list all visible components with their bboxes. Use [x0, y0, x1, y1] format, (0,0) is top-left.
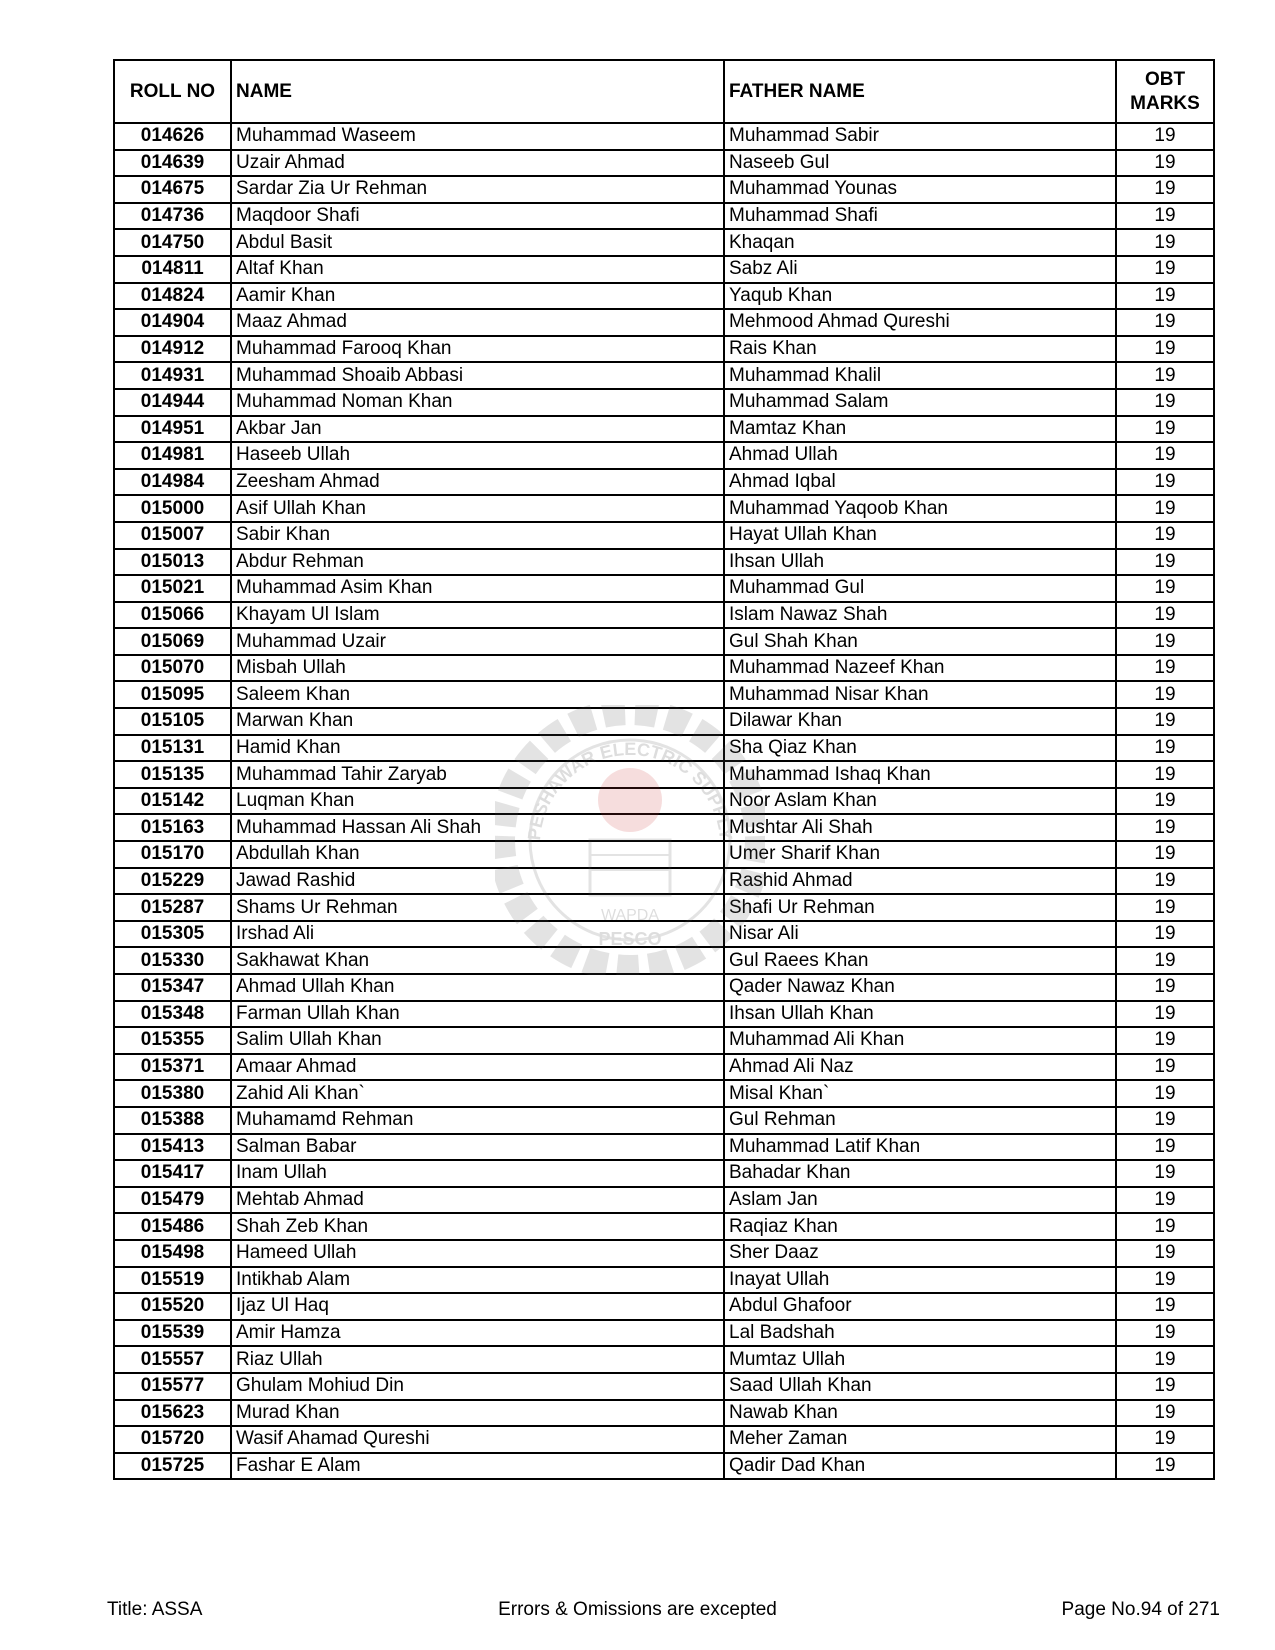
roll-no-cell: 015347: [114, 974, 231, 1001]
obt-marks-cell: 19: [1116, 921, 1214, 948]
results-sheet: [113, 59, 1213, 1480]
father-name-cell: Sha Qiaz Khan: [724, 735, 1116, 762]
table-row: [114, 602, 1214, 629]
roll-no-cell: 015287: [114, 894, 231, 921]
roll-no-cell: 014736: [114, 203, 231, 230]
roll-no-cell: 015170: [114, 841, 231, 868]
father-name-cell: Naseeb Gul: [724, 150, 1116, 177]
obt-marks-cell: 19: [1116, 549, 1214, 576]
table-row: [114, 814, 1214, 841]
father-name-cell: Ihsan Ullah: [724, 549, 1116, 576]
roll-no-cell: 015095: [114, 681, 231, 708]
obt-marks-cell: 19: [1116, 1426, 1214, 1453]
name-cell: Muhammad Tahir Zaryab: [231, 761, 724, 788]
table-row: [114, 1054, 1214, 1081]
father-name-cell: Dilawar Khan: [724, 708, 1116, 735]
table-row: [114, 1453, 1214, 1480]
obt-marks-cell: 19: [1116, 628, 1214, 655]
father-name-cell: Sabz Ali: [724, 256, 1116, 283]
father-name-cell: Sher Daaz: [724, 1240, 1116, 1267]
name-cell: Asif Ullah Khan: [231, 495, 724, 522]
table-row: [114, 628, 1214, 655]
roll-no-cell: 014639: [114, 150, 231, 177]
obt-marks-cell: 19: [1116, 868, 1214, 895]
obt-marks-cell: 19: [1116, 947, 1214, 974]
name-cell: Hamid Khan: [231, 735, 724, 762]
table-row: [114, 203, 1214, 230]
obt-marks-cell: 19: [1116, 1320, 1214, 1347]
name-cell: Ahmad Ullah Khan: [231, 974, 724, 1001]
table-row: [114, 1213, 1214, 1240]
table-row: [114, 1400, 1214, 1427]
table-row: [114, 1001, 1214, 1028]
father-name-cell: Aslam Jan: [724, 1187, 1116, 1214]
roll-no-cell: 015330: [114, 947, 231, 974]
roll-no-cell: 015070: [114, 655, 231, 682]
table-row: [114, 1240, 1214, 1267]
name-cell: Muhammad Hassan Ali Shah: [231, 814, 724, 841]
watermark-pesco-text: PESCO: [598, 929, 662, 949]
name-cell: Muhamamd Rehman: [231, 1107, 724, 1134]
table-row: [114, 575, 1214, 602]
father-name-cell: Rais Khan: [724, 336, 1116, 363]
name-cell: Muhammad Waseem: [231, 123, 724, 150]
obt-marks-cell: 19: [1116, 1054, 1214, 1081]
table-row: [114, 1267, 1214, 1294]
name-cell: Maqdoor Shafi: [231, 203, 724, 230]
name-cell: Haseeb Ullah: [231, 442, 724, 469]
roll-no-cell: 014984: [114, 469, 231, 496]
header-marks: MARKS: [1130, 92, 1200, 114]
name-cell: Riaz Ullah: [231, 1346, 724, 1373]
header-name: NAME: [231, 60, 724, 123]
name-cell: Amir Hamza: [231, 1320, 724, 1347]
obt-marks-cell: 19: [1116, 442, 1214, 469]
name-cell: Marwan Khan: [231, 708, 724, 735]
table-row: [114, 974, 1214, 1001]
footer-title: Title: ASSA: [107, 1599, 203, 1620]
father-name-cell: Muhammad Khalil: [724, 362, 1116, 389]
obt-marks-cell: 19: [1116, 602, 1214, 629]
father-name-cell: Ahmad Ali Naz: [724, 1054, 1116, 1081]
name-cell: Irshad Ali: [231, 921, 724, 948]
table-row: [114, 681, 1214, 708]
roll-no-cell: 014951: [114, 416, 231, 443]
roll-no-cell: 015498: [114, 1240, 231, 1267]
obt-marks-cell: 19: [1116, 1160, 1214, 1187]
table-row: [114, 894, 1214, 921]
father-name-cell: Mamtaz Khan: [724, 416, 1116, 443]
obt-marks-cell: 19: [1116, 469, 1214, 496]
father-name-cell: Ihsan Ullah Khan: [724, 1001, 1116, 1028]
obt-marks-cell: 19: [1116, 788, 1214, 815]
father-name-cell: Umer Sharif Khan: [724, 841, 1116, 868]
roll-no-cell: 015142: [114, 788, 231, 815]
father-name-cell: Islam Nawaz Shah: [724, 602, 1116, 629]
roll-no-cell: 015479: [114, 1187, 231, 1214]
header-obt: OBT: [1144, 68, 1186, 90]
father-name-cell: Muhammad Salam: [724, 389, 1116, 416]
roll-no-cell: 014912: [114, 336, 231, 363]
roll-no-cell: 015069: [114, 628, 231, 655]
roll-no-cell: 015371: [114, 1054, 231, 1081]
father-name-cell: Lal Badshah: [724, 1320, 1116, 1347]
name-cell: Ghulam Mohiud Din: [231, 1373, 724, 1400]
father-name-cell: Muhammad Ali Khan: [724, 1027, 1116, 1054]
obt-marks-cell: 19: [1116, 283, 1214, 310]
father-name-cell: Muhammad Latif Khan: [724, 1134, 1116, 1161]
table-row: [114, 309, 1214, 336]
obt-marks-cell: 19: [1116, 974, 1214, 1001]
footer-page-number: Page No.94 of 271: [1061, 1599, 1220, 1620]
obt-marks-cell: 19: [1116, 1346, 1214, 1373]
roll-no-cell: 015520: [114, 1293, 231, 1320]
table-row: [114, 708, 1214, 735]
name-cell: Shams Ur Rehman: [231, 894, 724, 921]
table-row: [114, 389, 1214, 416]
father-name-cell: Muhammad Sabir: [724, 123, 1116, 150]
name-cell: Maaz Ahmad: [231, 309, 724, 336]
father-name-cell: Qader Nawaz Khan: [724, 974, 1116, 1001]
name-cell: Khayam Ul Islam: [231, 602, 724, 629]
name-cell: Muhammad Farooq Khan: [231, 336, 724, 363]
roll-no-cell: 015725: [114, 1453, 231, 1480]
father-name-cell: Muhammad Yaqoob Khan: [724, 495, 1116, 522]
father-name-cell: Gul Raees Khan: [724, 947, 1116, 974]
name-cell: Ijaz Ul Haq: [231, 1293, 724, 1320]
father-name-cell: Noor Aslam Khan: [724, 788, 1116, 815]
name-cell: Mehtab Ahmad: [231, 1187, 724, 1214]
table-row: [114, 841, 1214, 868]
table-row: [114, 1080, 1214, 1107]
table-row: [114, 522, 1214, 549]
father-name-cell: Mushtar Ali Shah: [724, 814, 1116, 841]
obt-marks-cell: 19: [1116, 1373, 1214, 1400]
father-name-cell: Muhammad Younas: [724, 176, 1116, 203]
roll-no-cell: 015229: [114, 868, 231, 895]
roll-no-cell: 015131: [114, 735, 231, 762]
father-name-cell: Muhammad Ishaq Khan: [724, 761, 1116, 788]
roll-no-cell: 014944: [114, 389, 231, 416]
father-name-cell: Muhammad Nazeef Khan: [724, 655, 1116, 682]
father-name-cell: Inayat Ullah: [724, 1267, 1116, 1294]
roll-no-cell: 015021: [114, 575, 231, 602]
name-cell: Murad Khan: [231, 1400, 724, 1427]
name-cell: Misbah Ullah: [231, 655, 724, 682]
footer-notice: Errors & Omissions are excepted: [498, 1599, 777, 1620]
name-cell: Wasif Ahamad Qureshi: [231, 1426, 724, 1453]
father-name-cell: Rashid Ahmad: [724, 868, 1116, 895]
watermark-arc-text: PESHAWAR ELECTRIC SUPPLY: [524, 738, 736, 842]
name-cell: Fashar E Alam: [231, 1453, 724, 1480]
obt-marks-cell: 19: [1116, 389, 1214, 416]
obt-marks-cell: 19: [1116, 416, 1214, 443]
header-obt-marks: [1116, 60, 1214, 123]
obt-marks-cell: 19: [1116, 150, 1214, 177]
obt-marks-cell: 19: [1116, 761, 1214, 788]
table-row: [114, 442, 1214, 469]
father-name-cell: Bahadar Khan: [724, 1160, 1116, 1187]
obt-marks-cell: 19: [1116, 655, 1214, 682]
roll-no-cell: 015486: [114, 1213, 231, 1240]
table-row: [114, 761, 1214, 788]
obt-marks-cell: 19: [1116, 1027, 1214, 1054]
results-body: [114, 123, 1214, 1479]
obt-marks-cell: 19: [1116, 309, 1214, 336]
name-cell: Sabir Khan: [231, 522, 724, 549]
father-name-cell: Mehmood Ahmad Qureshi: [724, 309, 1116, 336]
name-cell: Muhammad Uzair: [231, 628, 724, 655]
roll-no-cell: 015557: [114, 1346, 231, 1373]
roll-no-cell: 015348: [114, 1001, 231, 1028]
table-row: [114, 921, 1214, 948]
obt-marks-cell: 19: [1116, 1240, 1214, 1267]
father-name-cell: Nisar Ali: [724, 921, 1116, 948]
roll-no-cell: 014824: [114, 283, 231, 310]
obt-marks-cell: 19: [1116, 203, 1214, 230]
header-father-name: FATHER NAME: [724, 60, 1116, 123]
roll-no-cell: 015305: [114, 921, 231, 948]
name-cell: Muhammad Noman Khan: [231, 389, 724, 416]
obt-marks-cell: 19: [1116, 256, 1214, 283]
roll-no-cell: 015380: [114, 1080, 231, 1107]
father-name-cell: Meher Zaman: [724, 1426, 1116, 1453]
roll-no-cell: 015013: [114, 549, 231, 576]
roll-no-cell: 014626: [114, 123, 231, 150]
table-row: [114, 1293, 1214, 1320]
name-cell: Inam Ullah: [231, 1160, 724, 1187]
father-name-cell: Muhammad Shafi: [724, 203, 1116, 230]
father-name-cell: Nawab Khan: [724, 1400, 1116, 1427]
father-name-cell: Abdul Ghafoor: [724, 1293, 1116, 1320]
obt-marks-cell: 19: [1116, 336, 1214, 363]
table-row: [114, 868, 1214, 895]
roll-no-cell: 015388: [114, 1107, 231, 1134]
roll-no-cell: 014811: [114, 256, 231, 283]
roll-no-cell: 015577: [114, 1373, 231, 1400]
roll-no-cell: 015417: [114, 1160, 231, 1187]
name-cell: Zahid Ali Khan`: [231, 1080, 724, 1107]
watermark-wapda-text: WAPDA: [600, 907, 660, 924]
obt-marks-cell: 19: [1116, 841, 1214, 868]
header-roll-no: ROLL NO: [114, 60, 231, 123]
table-row: [114, 1346, 1214, 1373]
roll-no-cell: 015519: [114, 1267, 231, 1294]
name-cell: Altaf Khan: [231, 256, 724, 283]
table-row: [114, 655, 1214, 682]
obt-marks-cell: 19: [1116, 1187, 1214, 1214]
roll-no-cell: 014981: [114, 442, 231, 469]
father-name-cell: Ahmad Ullah: [724, 442, 1116, 469]
obt-marks-cell: 19: [1116, 362, 1214, 389]
name-cell: Aamir Khan: [231, 283, 724, 310]
obt-marks-cell: 19: [1116, 1267, 1214, 1294]
table-row: [114, 788, 1214, 815]
name-cell: Abdul Basit: [231, 229, 724, 256]
table-row: [114, 1027, 1214, 1054]
obt-marks-cell: 19: [1116, 1001, 1214, 1028]
table-row: [114, 362, 1214, 389]
obt-marks-cell: 19: [1116, 1213, 1214, 1240]
roll-no-cell: 015413: [114, 1134, 231, 1161]
father-name-cell: Gul Rehman: [724, 1107, 1116, 1134]
roll-no-cell: 014904: [114, 309, 231, 336]
father-name-cell: Muhammad Gul: [724, 575, 1116, 602]
name-cell: Farman Ullah Khan: [231, 1001, 724, 1028]
table-row: [114, 1187, 1214, 1214]
obt-marks-cell: 19: [1116, 1107, 1214, 1134]
table-row: [114, 123, 1214, 150]
name-cell: Abdullah Khan: [231, 841, 724, 868]
name-cell: Abdur Rehman: [231, 549, 724, 576]
roll-no-cell: 014750: [114, 229, 231, 256]
name-cell: Sardar Zia Ur Rehman: [231, 176, 724, 203]
table-row: [114, 549, 1214, 576]
name-cell: Luqman Khan: [231, 788, 724, 815]
table-row: [114, 1134, 1214, 1161]
father-name-cell: Khaqan: [724, 229, 1116, 256]
roll-no-cell: 014675: [114, 176, 231, 203]
table-row: [114, 1320, 1214, 1347]
father-name-cell: Muhammad Nisar Khan: [724, 681, 1116, 708]
roll-no-cell: 015623: [114, 1400, 231, 1427]
roll-no-cell: 015163: [114, 814, 231, 841]
name-cell: Amaar Ahmad: [231, 1054, 724, 1081]
table-row: [114, 947, 1214, 974]
father-name-cell: Hayat Ullah Khan: [724, 522, 1116, 549]
roll-no-cell: 015539: [114, 1320, 231, 1347]
table-row: [114, 283, 1214, 310]
obt-marks-cell: 19: [1116, 522, 1214, 549]
table-row: [114, 256, 1214, 283]
name-cell: Akbar Jan: [231, 416, 724, 443]
obt-marks-cell: 19: [1116, 1293, 1214, 1320]
table-row: [114, 469, 1214, 496]
roll-no-cell: 015355: [114, 1027, 231, 1054]
obt-marks-cell: 19: [1116, 708, 1214, 735]
name-cell: Zeesham Ahmad: [231, 469, 724, 496]
name-cell: Intikhab Alam: [231, 1267, 724, 1294]
roll-no-cell: 015007: [114, 522, 231, 549]
header-row: [114, 60, 1214, 123]
obt-marks-cell: 19: [1116, 1080, 1214, 1107]
name-cell: Uzair Ahmad: [231, 150, 724, 177]
name-cell: Salim Ullah Khan: [231, 1027, 724, 1054]
obt-marks-cell: 19: [1116, 495, 1214, 522]
obt-marks-cell: 19: [1116, 1134, 1214, 1161]
obt-marks-cell: 19: [1116, 894, 1214, 921]
obt-marks-cell: 19: [1116, 575, 1214, 602]
father-name-cell: Shafi Ur Rehman: [724, 894, 1116, 921]
table-row: [114, 416, 1214, 443]
obt-marks-cell: 19: [1116, 1400, 1214, 1427]
name-cell: Hameed Ullah: [231, 1240, 724, 1267]
obt-marks-cell: 19: [1116, 176, 1214, 203]
obt-marks-cell: 19: [1116, 1453, 1214, 1480]
name-cell: Muhammad Shoaib Abbasi: [231, 362, 724, 389]
father-name-cell: Raqiaz Khan: [724, 1213, 1116, 1240]
name-cell: Salman Babar: [231, 1134, 724, 1161]
roll-no-cell: 015720: [114, 1426, 231, 1453]
table-row: [114, 150, 1214, 177]
roll-no-cell: 014931: [114, 362, 231, 389]
roll-no-cell: 015000: [114, 495, 231, 522]
table-row: [114, 1373, 1214, 1400]
table-row: [114, 1426, 1214, 1453]
father-name-cell: Gul Shah Khan: [724, 628, 1116, 655]
table-row: [114, 176, 1214, 203]
name-cell: Saleem Khan: [231, 681, 724, 708]
father-name-cell: Yaqub Khan: [724, 283, 1116, 310]
roll-no-cell: 015135: [114, 761, 231, 788]
father-name-cell: Qadir Dad Khan: [724, 1453, 1116, 1480]
obt-marks-cell: 19: [1116, 229, 1214, 256]
obt-marks-cell: 19: [1116, 735, 1214, 762]
table-row: [114, 1160, 1214, 1187]
results-table: [113, 59, 1215, 1480]
roll-no-cell: 015105: [114, 708, 231, 735]
name-cell: Jawad Rashid: [231, 868, 724, 895]
father-name-cell: Saad Ullah Khan: [724, 1373, 1116, 1400]
father-name-cell: Misal Khan`: [724, 1080, 1116, 1107]
name-cell: Sakhawat Khan: [231, 947, 724, 974]
table-row: [114, 229, 1214, 256]
table-row: [114, 1107, 1214, 1134]
name-cell: Shah Zeb Khan: [231, 1213, 724, 1240]
obt-marks-cell: 19: [1116, 681, 1214, 708]
table-row: [114, 336, 1214, 363]
obt-marks-cell: 19: [1116, 123, 1214, 150]
father-name-cell: Ahmad Iqbal: [724, 469, 1116, 496]
name-cell: Muhammad Asim Khan: [231, 575, 724, 602]
roll-no-cell: 015066: [114, 602, 231, 629]
table-row: [114, 495, 1214, 522]
table-row: [114, 735, 1214, 762]
father-name-cell: Mumtaz Ullah: [724, 1346, 1116, 1373]
obt-marks-cell: 19: [1116, 814, 1214, 841]
